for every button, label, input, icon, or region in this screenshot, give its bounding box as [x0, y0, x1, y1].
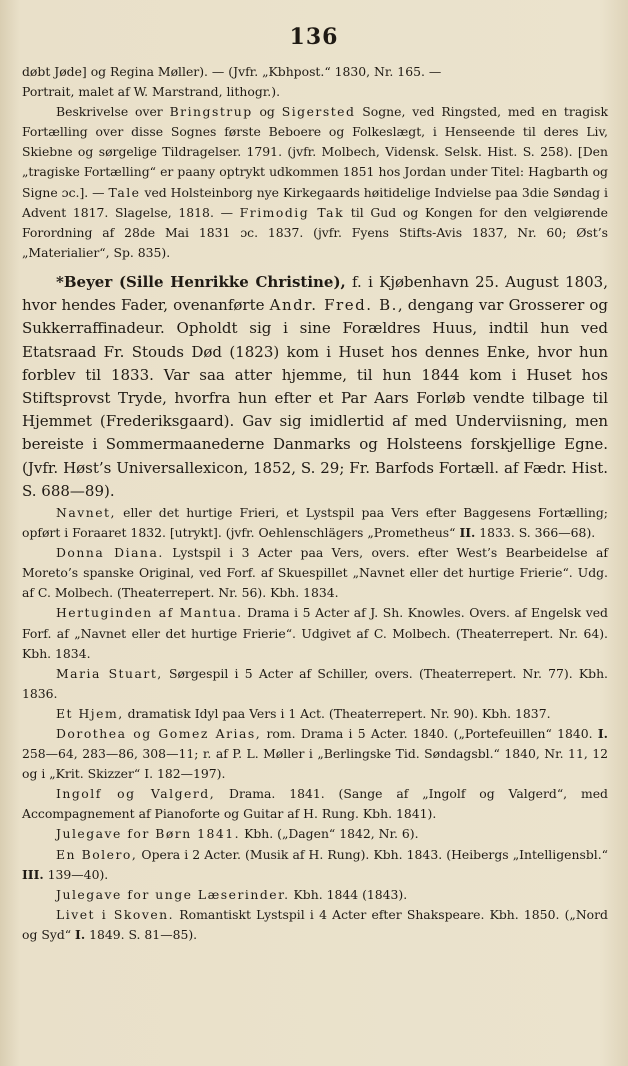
work-title: Maria Stuart,	[56, 665, 163, 681]
work-title: Et Hjem,	[56, 705, 124, 721]
work-title: Hertuginden af Mantua.	[56, 605, 243, 621]
biography-beyer: *Beyer (Sille Henrikke Christine), f. i Kjøbenhavn 25. August 1803, hvor hendes Fader, ovenanførte Andr. Fred. B., dengang var Grosserer og Sukkerraffinadeur. Opholdt sig i sine Forældres Huus, indtil hun ved Etatsraad Fr. Stouds Død (1823) kom i Huset hos dennes Enke, hvor hun forblev til 1833. Var saa atter hjemme, til hun 1844 kom i Huset hos Stiftsprovst Tryde, hvorfra hun efter et Par Aars Forløb vendte tilbage til Hjemmet (Frederiksgaard). Gav sig imidlertid af med Underviisning, men bereiste i Sommermaanederne Danmarks og Holsteens forskjellige Egne. (Jvfr. Høst’s Universallexicon, 1852, S. 29; Fr. Barfods Fortæll. af Fædr. Hist. S. 688—89).	[22, 272, 608, 500]
work-entry: Navnet, eller det hurtige Frieri, et Lystspil paa Vers efter Baggesens Fortælling; opført i Foraaret 1832. [utrykt]. (jvfr. Oehlenschlägers „Prometheus“ II. 1833. S. 366—68).	[22, 504, 608, 541]
work-entry: Livet i Skoven. Romantiskt Lystspil i 4 Acter efter Shakspeare. Kbh. 1850. („Nord og Syd“ I. 1849. S. 81—85).	[22, 906, 608, 942]
work-title: En Bolero,	[56, 846, 138, 862]
work-title: Julegave for Børn 1841.	[56, 826, 241, 842]
work-entry: En Bolero, Opera i 2 Acter. (Musik af H. Rung). Kbh. 1843. (Heibergs „Intelligensbl.“ III. 139—40).	[22, 846, 608, 882]
work-title: Donna Diana.	[56, 545, 164, 561]
work-entry: Julegave for unge Læserinder. Kbh. 1844 (1843).	[56, 886, 408, 902]
work-title: Navnet,	[56, 504, 116, 520]
work-entry: Hertuginden af Mantua. Drama i 5 Acter af J. Sh. Knowles. Overs. af Engelsk ved Forf. af „Navnet eller det hurtige Frierie“. Udgivet af C. Molbech. (Theaterrepert. Nr. 64). Kbh. 1834.	[22, 605, 608, 661]
intro-line-1: døbt Jøde] og Regina Møller). — (Jvfr. „Kbhpost.“ 1830, Nr. 165. —	[22, 64, 442, 79]
paragraph-bringstrup: Beskrivelse over Bringstrup og Sigersted Sogne, ved Ringsted, med en tragisk Fortælling over disse Sognes første Beboere og Folkeslægt, i Henseende til deres Liv, Skiebne og sørgelige Tildragelser. 1791. (jvfr. Molbech, Vidensk. Selsk. Hist. S. 258). [Den „tragiske Fortælling“ er paany optrykt udkommen 1851 hos Jordan under Titel: Hagbarth og Signe ɔc.]. — Tale ved Holsteinborg nye Kirkegaards høitidelige Indvielse paa 3die Søndag i Advent 1817. Slagelse, 1818. — Frimodig Tak til Gud og Kongen for den velgiørende Forordning af 28de Mai 1831 ɔc. 1837. (jvfr. Fyens Stifts-Avis 1837, Nr. 60; Øst’s „Materialier“, Sp. 835).	[22, 104, 609, 260]
work-entry: Dorothea og Gomez Arias, rom. Drama i 5 Acter. 1840. („Portefeuillen“ 1840. I. 258—64, 283—86, 308—11; r. af P. L. Møller i „Berlingske Tid. Søndagsbl.“ 1840, Nr. 11, 12 og i „Krit. Skizzer“ I. 182—197).	[22, 726, 609, 782]
work-title: Julegave for unge Læserinder.	[56, 886, 290, 902]
work-entry: Et Hjem, dramatisk Idyl paa Vers i 1 Act. (Theaterrepert. Nr. 90). Kbh. 1837.	[56, 705, 551, 721]
work-entry: Maria Stuart, Sørgespil i 5 Acter af Schiller, overs. (Theaterrepert. Nr. 77). Kbh. 1836.	[22, 665, 608, 701]
page-text	[22, 62, 608, 945]
works-list	[22, 503, 608, 945]
entry-heading: *Beyer (Sille Henrikke Christine),	[56, 272, 346, 291]
work-entry: Donna Diana. Lystspil i 3 Acter paa Vers, overs. efter West’s Bearbeidelse af Moreto’s spanske Original, ved Forf. af Skuespillet „Navnet eller det hurtige Frierie“. Udg. af C. Molbech. (Theaterrepert. Nr. 56). Kbh. 1834.	[22, 545, 608, 601]
work-entry: Ingolf og Valgerd, Drama. 1841. (Sange af „Ingolf og Valgerd“, med Accompagnement af Pianoforte og Guitar af H. Rung. Kbh. 1841).	[22, 786, 608, 822]
work-title: Dorothea og Gomez Arias,	[56, 726, 262, 741]
work-title: Ingolf og Valgerd,	[56, 786, 216, 802]
intro-line-2: Portrait, malet af W. Marstrand, lithogr.).	[22, 84, 281, 100]
work-entry: Julegave for Børn 1841. Kbh. („Dagen“ 1842, Nr. 6).	[56, 826, 419, 842]
work-title: Livet i Skoven.	[56, 906, 175, 922]
page-number: 136	[289, 24, 339, 50]
